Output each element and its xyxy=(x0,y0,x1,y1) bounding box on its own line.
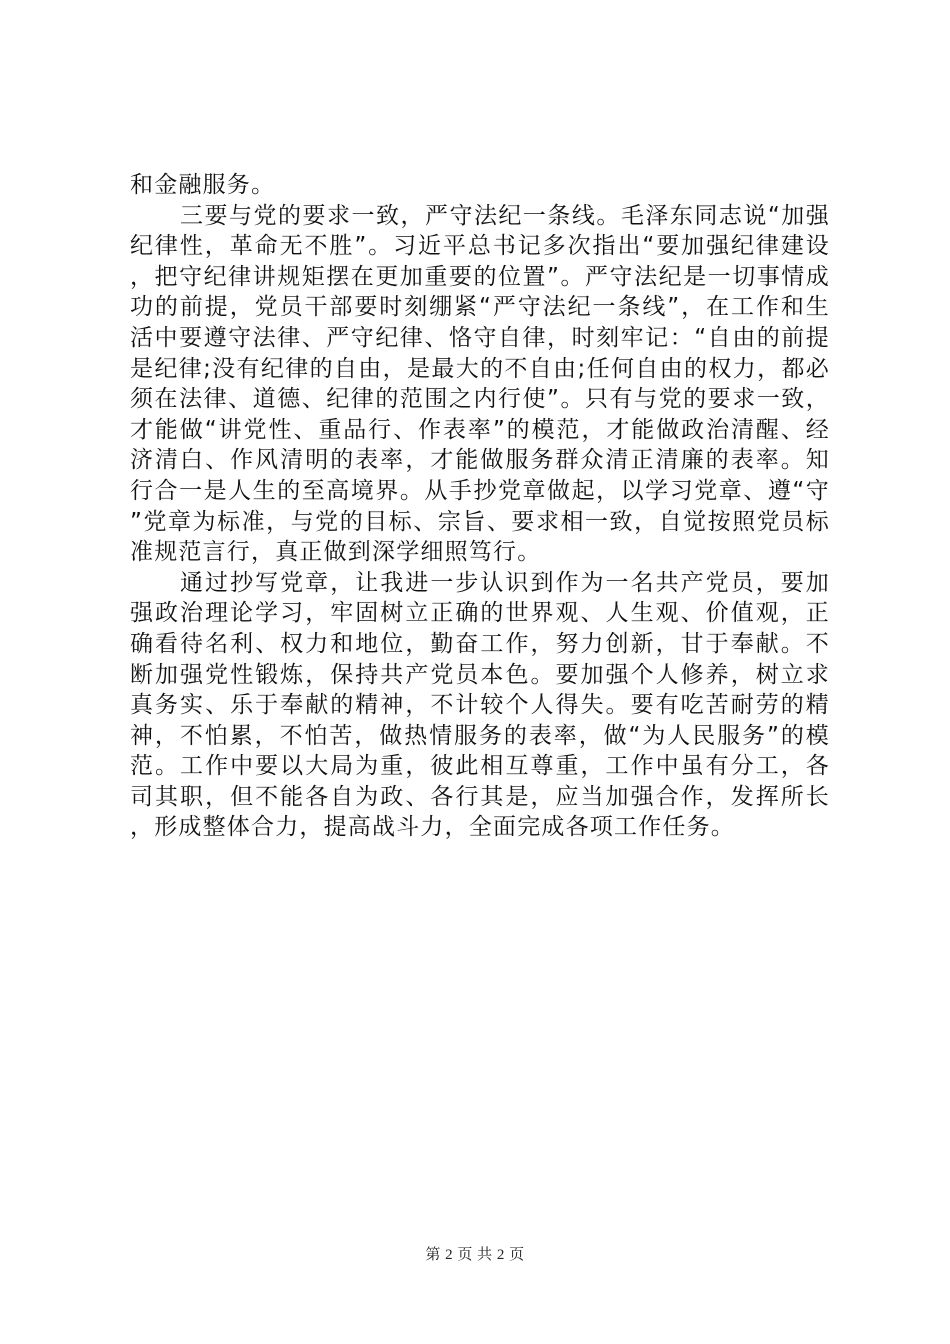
paragraph-2: 三要与党的要求一致，严守法纪一条线。毛泽东同志说“加强纪律性，革命无不胜”。习近平总书记多次指出“要加强纪律建设，把守纪律讲规矩摆在更加重要的位置”。严守法纪是一切事情成功的前提，党员干部要时刻绷紧“严守法纪一条线”，在工作和生活中要遵守法律、严守纪律、恪守自律，时刻牢记：“自由的前提是纪律;没有纪律的自由，是最大的不自由;任何自由的权力，都必须在法律、道德、纪律的范围之内行使”。只有与党的要求一致，才能做“讲党性、重品行、作表率”的模范，才能做政治清醒、经济清白、作风清明的表率，才能做服务群众清正清廉的表率。知行合一是人生的至高境界。从手抄党章做起，以学习党章、遵“守”党章为标准，与党的目标、宗旨、要求相一致，自觉按照党员标准规范言行，真正做到深学细照笃行。 xyxy=(130,202,830,566)
paragraph-1: 和金融服务。 xyxy=(130,172,276,198)
document-body xyxy=(130,170,830,843)
paragraph-3: 通过抄写党章，让我进一步认识到作为一名共产党员，要加强政治理论学习，牢固树立正确的世界观、人生观、价值观，正确看待名利、权力和地位，勤奋工作，努力创新，甘于奉献。不断加强党性锻炼，保持共产党员本色。要加强个人修养，树立求真务实、乐于奉献的精神，不计较个人得失。要有吃苦耐劳的精神，不怕累，不怕苦，做热情服务的表率，做“为人民服务”的模范。工作中要以大局为重，彼此相互尊重，工作中虽有分工，各司其职，但不能各自为政、各行其是，应当加强合作，发挥所长，形成整体合力，提高战斗力，全面完成各项工作任务。 xyxy=(130,569,830,841)
page-number-footer: 第 2 页 共 2 页 xyxy=(425,1247,525,1263)
